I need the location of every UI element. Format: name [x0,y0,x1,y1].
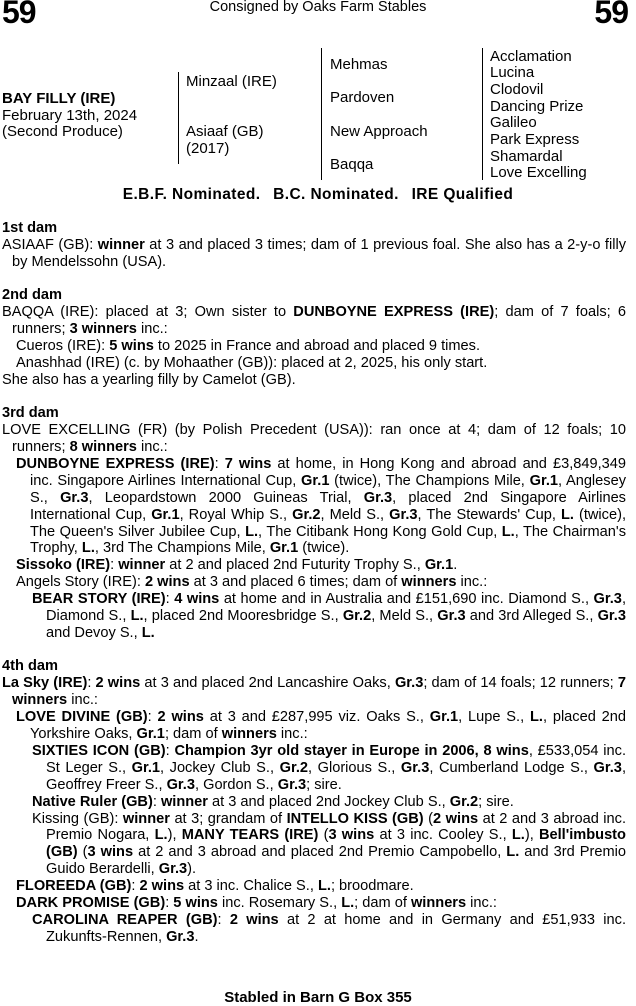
entry-text: ; dam of 14 foals; 12 runners; [423,675,618,692]
section-heading: 2nd dam [2,287,63,304]
bold-text: L. [341,895,355,912]
bold-text: Gr.2 [292,506,321,523]
bold-text: Gr.3 [166,928,195,945]
lot-number-left: 59 [2,0,36,30]
section-heading: 4th dam [2,658,58,675]
pedigree-sire: Minzaal (IRE) [186,73,277,90]
entry-text: Anashhad (IRE) (c. by Mohaather (GB)): placed at 2, 2025, his only start. [16,354,488,371]
bold-text: 5 wins [109,337,154,354]
entry-text: : [214,455,225,472]
bold-text: Gr.3 [389,506,418,523]
pedigree-entry [2,811,626,879]
pedigree-entry [2,372,626,389]
bold-text: L. [501,523,515,540]
bold-text: Bell'imbusto (GB) [46,827,626,861]
bold-text: Gr.3 [277,776,307,793]
pedigree-great-grandparent: Shamardal [490,148,563,165]
horse-name: BAY FILLY (IRE) [2,90,116,107]
entry-text: . [453,557,458,574]
bold-text: FLOREEDA (GB) [16,878,132,895]
bold-text: Gr.2 [279,759,308,776]
entry-text: , Anglesey S., [30,472,627,506]
entry-text: ). [187,861,197,878]
bold-text: CAROLINA REAPER (GB) [32,911,218,928]
bold-text: Gr.3 [437,608,466,625]
entry-text: ; sire. [478,793,514,810]
bold-text: winner [160,793,208,810]
bold-text: 2 wins [229,911,279,928]
entry-text: at 2 and 3 abroad inc. Premio Nogara, [46,810,627,844]
entry-text: , placed 2nd Singapore Airlines International Cup, [30,489,626,523]
bold-text: L. [506,844,520,861]
bold-text: 2 wins [139,878,185,895]
pedigree-great-grandparent: Galileo [490,114,537,131]
bold-text: MANY TEARS (IRE) [181,827,319,844]
bold-text: winner [118,557,166,574]
pedigree-entry [2,878,626,895]
bold-text: DUNBOYNE EXPRESS (IRE) [293,304,495,321]
pedigree-bracket-2 [321,48,322,180]
bold-text: LOVE DIVINE (GB) [16,709,148,726]
bold-text: 3 winners [69,321,137,338]
entry-text: LOVE EXCELLING (FR) (by Polish Precedent (USA)): ran once at 4; dam of 12 foals; 10 runners; [2,422,626,455]
entry-text: at 2 and 3 abroad and placed 2nd Premio Campobello, [133,844,507,861]
entry-text: at 3 inc. Cooley S., [374,827,512,844]
pedigree-entry [2,912,626,946]
bold-text: winners [410,895,467,912]
bold-text: 2 wins [144,574,190,591]
bold-text: L. [81,540,95,557]
bold-text: 3 wins [328,827,375,844]
pedigree-great-grandparent: Acclamation [490,48,572,65]
bold-text: Gr.1 [151,506,180,523]
entry-text: inc.: [136,438,168,455]
pedigree-entry [2,574,626,591]
bold-text: Gr.3 [158,861,188,878]
catalogue-body [2,220,626,946]
entry-text: , placed 2nd Yorkshire Oaks, [30,709,626,742]
stabled-location: Stabled in Barn G Box 355 [224,989,412,1006]
bold-text: L. [141,624,155,641]
horse-produce: (Second Produce) [2,123,123,140]
pedigree-great-grandparent: Clodovil [490,81,544,98]
pedigree-great-grandparent: Love Excelling [490,164,587,181]
bold-text: 2 wins [157,709,204,726]
section-gap [2,389,626,406]
bold-text: L. [511,827,525,844]
entry-text: (twice), The Champions Mile, [329,472,530,489]
entry-text: at 2 and placed 2nd Futurity Trophy S., [165,557,425,574]
lot-number-right: 59 [594,0,628,30]
entry-text: , Gordon S., [194,776,278,793]
pedigree-entry [2,709,626,743]
bold-text: DUNBOYNE EXPRESS (IRE) [16,455,215,472]
pedigree-grandparent: New Approach [330,123,428,140]
bold-text: Gr.1 [429,709,459,726]
entry-text: Cueros (IRE): [16,337,110,354]
pedigree-entry [2,304,626,338]
entry-text: at 3 and placed 2nd Jockey Club S., [207,793,450,810]
pedigree-entry [2,743,626,794]
bold-text: Gr.3 [394,675,424,692]
entry-text: at 3 and placed 2nd Lancashire Oaks, [140,675,395,692]
bold-text: Sissoko (IRE) [16,557,111,574]
entry-text: (twice), The Queen's Silver Jubilee Cup, [30,506,626,540]
bold-text: Gr.3 [593,759,622,776]
entry-text: , Cumberland Lodge S., [429,759,594,776]
entry-text: , Leopardstown 2000 Guineas Trial, [88,489,364,506]
bold-text: L. [130,608,144,625]
nomination-bc: B.C. Nominated. [273,186,399,203]
pedigree-entry [2,237,626,271]
entry-text: , The Chairman's Trophy, [30,523,626,557]
pedigree-entry [2,895,626,912]
pedigree-grandparent: Mehmas [330,56,388,73]
bold-text: winners [221,725,277,742]
pedigree-great-grandparent: Park Express [490,131,580,148]
nomination-ebf: E.B.F. Nominated. [122,186,261,203]
pedigree-bracket-1 [178,72,179,164]
pedigree-entry [2,557,626,574]
entry-text: , Meld S., [320,506,390,523]
bold-text: winner [122,810,170,827]
pedigree-entry [2,456,626,557]
bold-text: La Sky (IRE) [2,675,88,692]
entry-text: BAQQA (IRE): placed at 3; Own sister to [2,304,294,321]
entry-text: : [165,742,175,759]
entry-text: (twice). [298,540,350,557]
entry-text: ), [524,827,539,844]
entry-text: ; sire. [306,776,342,793]
entry-text: at home and in Australia and £151,690 inc. Diamond S., [219,591,594,608]
bold-text: winner [97,236,145,253]
entry-text: inc.: [466,895,497,912]
pedigree-entry [2,422,626,456]
bold-text: Gr.1 [131,759,161,776]
entry-text: , Diamond S., [46,591,626,625]
bold-text: L. [245,523,259,540]
bold-text: L. [154,827,168,844]
entry-text: : [110,557,119,574]
bold-text: Gr.2 [342,608,372,625]
entry-text: , Jockey Club S., [160,759,280,776]
bold-text: Native Ruler (GB) [32,793,153,810]
entry-text: , Meld S., [371,608,438,625]
entry-text: at 3 and placed 3 times; dam of 1 previous foal. She also has a 2-y-o filly by Mendelssohn (USA). [12,236,627,270]
bold-text: DARK PROMISE (GB) [16,895,166,912]
pedigree-dam-year: (2017) [186,140,230,157]
bold-text: L. [317,878,331,895]
section-heading: 3rd dam [2,405,59,422]
entry-text: and 3rd Premio Guido Berardelli, [46,844,626,878]
pedigree-entry [2,338,626,355]
bold-text: 5 wins [173,895,218,912]
entry-text: ; dam of 7 foals; 6 runners; [12,304,626,338]
entry-text: inc. Rosemary S., [217,895,342,912]
bold-text: 7 winners [12,675,626,709]
entry-text: , Glorious S., [308,759,401,776]
bold-text: 4 wins [174,591,220,608]
entry-text: ; broodmare. [330,878,414,895]
pedigree-entry [2,591,626,642]
bold-text: Gr.1 [529,472,558,489]
pedigree-grandparent: Pardoven [330,89,395,106]
entry-text: Angels Story (IRE): [16,574,145,591]
pedigree-grandparent: Baqqa [330,156,374,173]
entry-text: : [152,793,161,810]
entry-text: ), [167,827,182,844]
entry-text: She also has a yearling filly by Camelot (GB). [2,371,296,388]
entry-text: inc.: [276,725,308,742]
entry-text: : [147,709,158,726]
entry-text: inc.: [456,574,488,591]
nomination-ire: IRE Qualified [411,186,514,203]
entry-text: and Devoy S., [46,624,142,641]
bold-text: winners [401,574,457,591]
entry-text: : [131,878,140,895]
entry-text: , placed 2nd Mooresbridge S., [143,608,343,625]
entry-text: : [87,675,96,692]
entry-text: : [217,911,230,928]
bold-text: 8 winners [69,438,137,455]
consignor: Consigned by Oaks Farm Stables [209,0,427,15]
bold-text: Gr.2 [449,793,479,810]
bold-text: 2 wins [433,810,479,827]
entry-text: , £533,054 inc. St Leger S., [46,742,627,776]
bold-text: L. [560,506,574,523]
bold-text: Gr.1 [269,540,299,557]
section-gap [2,642,626,659]
bold-text: Gr.1 [136,725,165,742]
entry-text: , The Citibank Hong Kong Gold Cup, [258,523,502,540]
entry-text: at 3 and £287,995 viz. Oaks S., [203,709,430,726]
pedigree-entry [2,794,626,811]
nominations [0,186,636,204]
section-heading: 1st dam [2,220,58,236]
entry-text: ( [318,827,329,844]
entry-text: , Royal Whip S., [179,506,293,523]
entry-text: at 2 at home and in Germany and £51,933 inc. Zukunfts-Rennen, [46,911,627,945]
entry-text: , The Stewards' Cup, [417,506,561,523]
entry-text: ( [423,810,434,827]
entry-text: to 2025 in France and abroad and placed 9 times. [153,337,481,354]
horse-dob: February 13th, 2024 [2,107,138,124]
entry-text: and 3rd Alleged S., [465,608,598,625]
entry-text: ; dam of [354,895,411,912]
bold-text: Gr.1 [424,557,454,574]
entry-text: ( [77,844,88,861]
entry-text: , Geoffrey Freer S., [46,759,626,793]
bold-text: Gr.1 [301,472,330,489]
bold-text: Gr.3 [166,776,195,793]
entry-text: inc.: [67,692,98,709]
entry-text: Kissing (GB): [32,810,123,827]
section-gap [2,271,626,288]
pedigree-bracket-3 [482,48,483,180]
entry-text: , Lupe S., [458,709,530,726]
entry-text: : [165,895,174,912]
entry-text: , 3rd The Champions Mile, [94,540,270,557]
bold-text: 7 wins [224,455,272,472]
bold-text: SIXTIES ICON (GB) [32,742,166,759]
bold-text: Gr.3 [400,759,430,776]
bold-text: Gr.3 [60,489,89,506]
entry-text: at 3; grandam of [169,810,287,827]
pedigree-entry [2,355,626,372]
entry-text: at 3 inc. Chalice S., [184,878,318,895]
bold-text: Champion 3yr old stayer in Europe in 2006, 8 wins [174,742,529,759]
pedigree-entry [2,675,626,709]
entry-text: . [194,928,199,945]
entry-text: : [165,591,175,608]
bold-text: Gr.3 [363,489,393,506]
bold-text: Gr.3 [593,591,622,608]
pedigree-great-grandparent: Lucina [490,64,535,81]
bold-text: INTELLO KISS (GB) [286,810,424,827]
bold-text: Gr.3 [597,608,626,625]
bold-text: L. [529,709,543,726]
bold-text: BEAR STORY (IRE) [32,591,166,608]
pedigree-great-grandparent: Dancing Prize [490,98,584,115]
bold-text: 3 wins [87,844,134,861]
entry-text: inc.: [136,321,168,338]
pedigree-dam: Asiaaf (GB) [186,123,264,140]
entry-text: ASIAAF (GB): [2,236,98,253]
bold-text: 2 wins [95,675,141,692]
entry-text: at 3 and placed 6 times; dam of [189,574,402,591]
entry-text: ; dam of [164,725,222,742]
entry-text: at home, in Hong Kong and abroad and £3,849,349 inc. Singapore Airlines International Cup, [30,455,627,489]
